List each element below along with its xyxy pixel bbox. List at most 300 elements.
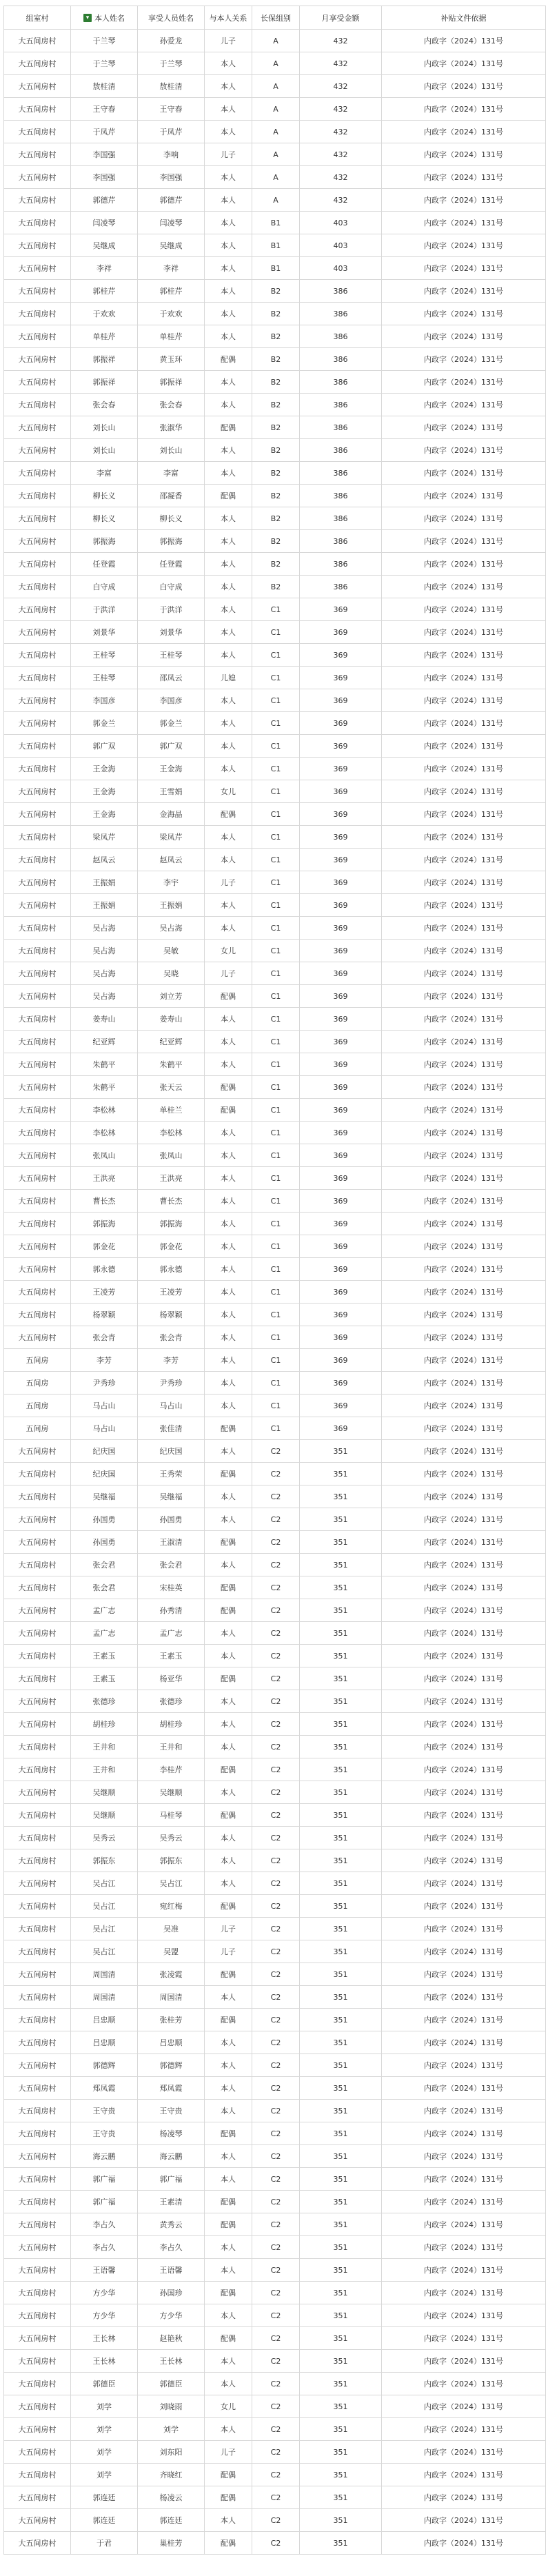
cell-beneficiary[interactable]: 郭广双 bbox=[138, 735, 205, 758]
cell-amount[interactable]: 351 bbox=[300, 2304, 382, 2327]
cell-relation[interactable]: 本人 bbox=[205, 917, 252, 940]
cell-relation[interactable]: 本人 bbox=[205, 1372, 252, 1395]
cell-amount[interactable]: 351 bbox=[300, 1554, 382, 1576]
cell-village[interactable]: 大五间房村 bbox=[4, 1986, 71, 2009]
cell-name[interactable]: 孙国勇 bbox=[71, 1531, 138, 1554]
cell-village[interactable]: 大五间房村 bbox=[4, 553, 71, 576]
cell-amount[interactable]: 369 bbox=[300, 1326, 382, 1349]
cell-group[interactable]: C2 bbox=[252, 1827, 300, 1849]
cell-basis[interactable]: 内政字（2024）131号 bbox=[382, 257, 546, 280]
cell-relation[interactable]: 本人 bbox=[205, 1008, 252, 1031]
cell-basis[interactable]: 内政字（2024）131号 bbox=[382, 667, 546, 689]
cell-basis[interactable]: 内政字（2024）131号 bbox=[382, 1918, 546, 1940]
cell-amount[interactable]: 369 bbox=[300, 1122, 382, 1144]
cell-amount[interactable]: 386 bbox=[300, 485, 382, 507]
cell-group[interactable]: B1 bbox=[252, 212, 300, 234]
cell-amount[interactable]: 369 bbox=[300, 894, 382, 917]
cell-relation[interactable]: 本人 bbox=[205, 1144, 252, 1167]
cell-group[interactable]: C1 bbox=[252, 1395, 300, 1417]
cell-amount[interactable]: 351 bbox=[300, 2100, 382, 2122]
cell-group[interactable]: C2 bbox=[252, 2100, 300, 2122]
cell-group[interactable]: C2 bbox=[252, 2031, 300, 2054]
cell-name[interactable]: 朱鹤平 bbox=[71, 1053, 138, 1076]
cell-beneficiary[interactable]: 姜寿山 bbox=[138, 1008, 205, 1031]
cell-relation[interactable]: 配偶 bbox=[205, 1531, 252, 1554]
cell-beneficiary[interactable]: 杨凌云 bbox=[138, 2486, 205, 2509]
cell-name[interactable]: 于兰琴 bbox=[71, 30, 138, 52]
cell-beneficiary[interactable]: 张天云 bbox=[138, 1076, 205, 1099]
cell-village[interactable]: 大五间房村 bbox=[4, 1008, 71, 1031]
cell-amount[interactable]: 351 bbox=[300, 2350, 382, 2373]
cell-relation[interactable]: 本人 bbox=[205, 758, 252, 780]
cell-name[interactable]: 王井和 bbox=[71, 1736, 138, 1758]
cell-village[interactable]: 大五间房村 bbox=[4, 1053, 71, 1076]
cell-name[interactable]: 姜寿山 bbox=[71, 1008, 138, 1031]
cell-village[interactable]: 大五间房村 bbox=[4, 2418, 71, 2441]
cell-amount[interactable]: 369 bbox=[300, 621, 382, 644]
cell-village[interactable]: 大五间房村 bbox=[4, 1440, 71, 1463]
cell-group[interactable]: C2 bbox=[252, 2054, 300, 2077]
cell-beneficiary[interactable]: 周国清 bbox=[138, 1986, 205, 2009]
cell-name[interactable]: 李国彦 bbox=[71, 689, 138, 712]
cell-village[interactable]: 大五间房村 bbox=[4, 667, 71, 689]
cell-beneficiary[interactable]: 郭振海 bbox=[138, 530, 205, 553]
cell-village[interactable]: 大五间房村 bbox=[4, 257, 71, 280]
filter-dropdown-icon[interactable]: ▾ bbox=[83, 14, 92, 22]
cell-name[interactable]: 王金海 bbox=[71, 780, 138, 803]
cell-relation[interactable]: 配偶 bbox=[205, 2464, 252, 2486]
cell-village[interactable]: 大五间房村 bbox=[4, 962, 71, 985]
cell-beneficiary[interactable]: 刘长山 bbox=[138, 439, 205, 462]
cell-relation[interactable]: 配偶 bbox=[205, 1895, 252, 1918]
cell-beneficiary[interactable]: 齐晓红 bbox=[138, 2464, 205, 2486]
cell-name[interactable]: 刘长山 bbox=[71, 439, 138, 462]
cell-amount[interactable]: 351 bbox=[300, 1576, 382, 1599]
cell-relation[interactable]: 配偶 bbox=[205, 1463, 252, 1485]
cell-group[interactable]: C1 bbox=[252, 1326, 300, 1349]
cell-beneficiary[interactable]: 于洪洋 bbox=[138, 598, 205, 621]
cell-village[interactable]: 大五间房村 bbox=[4, 2213, 71, 2236]
cell-name[interactable]: 张德珍 bbox=[71, 1690, 138, 1713]
cell-basis[interactable]: 内政字（2024）131号 bbox=[382, 849, 546, 871]
cell-group[interactable]: A bbox=[252, 143, 300, 166]
cell-beneficiary[interactable]: 宋桂英 bbox=[138, 1576, 205, 1599]
cell-group[interactable]: C2 bbox=[252, 1576, 300, 1599]
cell-basis[interactable]: 内政字（2024）131号 bbox=[382, 234, 546, 257]
cell-village[interactable]: 大五间房村 bbox=[4, 1485, 71, 1508]
cell-name[interactable]: 纪庆国 bbox=[71, 1463, 138, 1485]
cell-relation[interactable]: 本人 bbox=[205, 621, 252, 644]
cell-basis[interactable]: 内政字（2024）131号 bbox=[382, 1440, 546, 1463]
cell-village[interactable]: 大五间房村 bbox=[4, 1872, 71, 1895]
cell-name[interactable]: 郭连廷 bbox=[71, 2509, 138, 2532]
cell-name[interactable]: 郭振祥 bbox=[71, 371, 138, 394]
cell-basis[interactable]: 内政字（2024）131号 bbox=[382, 75, 546, 98]
cell-relation[interactable]: 配偶 bbox=[205, 1758, 252, 1781]
cell-beneficiary[interactable]: 马桂琴 bbox=[138, 1804, 205, 1827]
cell-basis[interactable]: 内政字（2024）131号 bbox=[382, 212, 546, 234]
cell-amount[interactable]: 369 bbox=[300, 667, 382, 689]
cell-village[interactable]: 大五间房村 bbox=[4, 2509, 71, 2532]
cell-village[interactable]: 大五间房村 bbox=[4, 621, 71, 644]
cell-basis[interactable]: 内政字（2024）131号 bbox=[382, 166, 546, 189]
cell-beneficiary[interactable]: 王素玉 bbox=[138, 1645, 205, 1667]
cell-basis[interactable]: 内政字（2024）131号 bbox=[382, 985, 546, 1008]
cell-name[interactable]: 李国强 bbox=[71, 143, 138, 166]
cell-beneficiary[interactable]: 巢桂芳 bbox=[138, 2532, 205, 2555]
cell-relation[interactable]: 本人 bbox=[205, 598, 252, 621]
cell-village[interactable]: 大五间房村 bbox=[4, 2373, 71, 2395]
cell-basis[interactable]: 内政字（2024）131号 bbox=[382, 303, 546, 325]
cell-beneficiary[interactable]: 海云鹏 bbox=[138, 2145, 205, 2168]
cell-basis[interactable]: 内政字（2024）131号 bbox=[382, 1167, 546, 1190]
cell-group[interactable]: C1 bbox=[252, 1144, 300, 1167]
cell-village[interactable]: 大五间房村 bbox=[4, 1076, 71, 1099]
cell-relation[interactable]: 本人 bbox=[205, 394, 252, 416]
cell-village[interactable]: 大五间房村 bbox=[4, 1554, 71, 1576]
cell-relation[interactable]: 配偶 bbox=[205, 2282, 252, 2304]
cell-group[interactable]: C2 bbox=[252, 1872, 300, 1895]
cell-village[interactable]: 大五间房村 bbox=[4, 1304, 71, 1326]
cell-beneficiary[interactable]: 张德珍 bbox=[138, 1690, 205, 1713]
cell-name[interactable]: 朱鹤平 bbox=[71, 1076, 138, 1099]
cell-name[interactable]: 敖桂清 bbox=[71, 75, 138, 98]
cell-name[interactable]: 王井和 bbox=[71, 1758, 138, 1781]
cell-name[interactable]: 马占山 bbox=[71, 1417, 138, 1440]
cell-name[interactable]: 孟广志 bbox=[71, 1622, 138, 1645]
cell-name[interactable]: 王守春 bbox=[71, 98, 138, 121]
cell-basis[interactable]: 内政字（2024）131号 bbox=[382, 1667, 546, 1690]
header-basis[interactable] bbox=[382, 6, 546, 30]
cell-basis[interactable]: 内政字（2024）131号 bbox=[382, 1599, 546, 1622]
cell-beneficiary[interactable]: 吴继顺 bbox=[138, 1781, 205, 1804]
cell-village[interactable]: 大五间房村 bbox=[4, 507, 71, 530]
cell-relation[interactable]: 本人 bbox=[205, 1190, 252, 1213]
cell-group[interactable]: B2 bbox=[252, 439, 300, 462]
cell-amount[interactable]: 369 bbox=[300, 735, 382, 758]
cell-village[interactable]: 大五间房村 bbox=[4, 917, 71, 940]
cell-beneficiary[interactable]: 王守春 bbox=[138, 98, 205, 121]
cell-beneficiary[interactable]: 郭振海 bbox=[138, 1213, 205, 1235]
cell-basis[interactable]: 内政字（2024）131号 bbox=[382, 621, 546, 644]
cell-basis[interactable]: 内政字（2024）131号 bbox=[382, 644, 546, 667]
cell-relation[interactable]: 本人 bbox=[205, 1827, 252, 1849]
cell-village[interactable]: 大五间房村 bbox=[4, 780, 71, 803]
cell-basis[interactable]: 内政字（2024）131号 bbox=[382, 2441, 546, 2464]
cell-group[interactable]: C2 bbox=[252, 1940, 300, 1963]
cell-village[interactable]: 大五间房村 bbox=[4, 1531, 71, 1554]
cell-group[interactable]: C2 bbox=[252, 2464, 300, 2486]
cell-basis[interactable]: 内政字（2024）131号 bbox=[382, 1872, 546, 1895]
cell-basis[interactable]: 内政字（2024）131号 bbox=[382, 439, 546, 462]
cell-beneficiary[interactable]: 张凤山 bbox=[138, 1144, 205, 1167]
cell-amount[interactable]: 351 bbox=[300, 1508, 382, 1531]
cell-relation[interactable]: 本人 bbox=[205, 1326, 252, 1349]
cell-amount[interactable]: 351 bbox=[300, 2532, 382, 2555]
cell-beneficiary[interactable]: 吴占江 bbox=[138, 1872, 205, 1895]
cell-relation[interactable]: 本人 bbox=[205, 576, 252, 598]
cell-group[interactable]: C2 bbox=[252, 2145, 300, 2168]
cell-group[interactable]: B2 bbox=[252, 576, 300, 598]
cell-basis[interactable]: 内政字（2024）131号 bbox=[382, 2282, 546, 2304]
cell-relation[interactable]: 本人 bbox=[205, 75, 252, 98]
cell-group[interactable]: C1 bbox=[252, 803, 300, 826]
cell-beneficiary[interactable]: 郭广福 bbox=[138, 2168, 205, 2191]
cell-group[interactable]: C2 bbox=[252, 2236, 300, 2259]
cell-group[interactable]: B2 bbox=[252, 530, 300, 553]
cell-group[interactable]: C1 bbox=[252, 758, 300, 780]
cell-beneficiary[interactable]: 张桂芳 bbox=[138, 2009, 205, 2031]
cell-group[interactable]: C1 bbox=[252, 1167, 300, 1190]
cell-name[interactable]: 吴占江 bbox=[71, 1940, 138, 1963]
cell-beneficiary[interactable]: 孙爱龙 bbox=[138, 30, 205, 52]
cell-group[interactable]: C2 bbox=[252, 1804, 300, 1827]
cell-group[interactable]: C1 bbox=[252, 1235, 300, 1258]
cell-name[interactable]: 郭广福 bbox=[71, 2191, 138, 2213]
cell-relation[interactable]: 本人 bbox=[205, 2145, 252, 2168]
cell-basis[interactable]: 内政字（2024）131号 bbox=[382, 1576, 546, 1599]
cell-beneficiary[interactable]: 柳长义 bbox=[138, 507, 205, 530]
cell-relation[interactable]: 本人 bbox=[205, 1122, 252, 1144]
cell-relation[interactable]: 儿媳 bbox=[205, 667, 252, 689]
cell-beneficiary[interactable]: 纪庆国 bbox=[138, 1440, 205, 1463]
cell-village[interactable]: 大五间房村 bbox=[4, 1849, 71, 1872]
cell-village[interactable]: 大五间房村 bbox=[4, 2009, 71, 2031]
cell-relation[interactable]: 儿子 bbox=[205, 1918, 252, 1940]
cell-basis[interactable]: 内政字（2024）131号 bbox=[382, 1736, 546, 1758]
cell-name[interactable]: 吴继顺 bbox=[71, 1804, 138, 1827]
cell-group[interactable]: C1 bbox=[252, 917, 300, 940]
cell-village[interactable]: 大五间房村 bbox=[4, 1622, 71, 1645]
cell-amount[interactable]: 351 bbox=[300, 2122, 382, 2145]
cell-name[interactable]: 郭金兰 bbox=[71, 712, 138, 735]
cell-basis[interactable]: 内政字（2024）131号 bbox=[382, 826, 546, 849]
cell-amount[interactable]: 369 bbox=[300, 1076, 382, 1099]
cell-village[interactable]: 大五间房村 bbox=[4, 121, 71, 143]
cell-basis[interactable]: 内政字（2024）131号 bbox=[382, 2077, 546, 2100]
cell-relation[interactable]: 本人 bbox=[205, 894, 252, 917]
cell-basis[interactable]: 内政字（2024）131号 bbox=[382, 1485, 546, 1508]
cell-amount[interactable]: 351 bbox=[300, 2009, 382, 2031]
cell-group[interactable]: B2 bbox=[252, 303, 300, 325]
cell-amount[interactable]: 369 bbox=[300, 1258, 382, 1281]
cell-village[interactable]: 大五间房村 bbox=[4, 1736, 71, 1758]
cell-group[interactable]: C1 bbox=[252, 1349, 300, 1372]
cell-beneficiary[interactable]: 王振娟 bbox=[138, 894, 205, 917]
cell-basis[interactable]: 内政字（2024）131号 bbox=[382, 1895, 546, 1918]
cell-basis[interactable]: 内政字（2024）131号 bbox=[382, 2100, 546, 2122]
cell-name[interactable]: 张会君 bbox=[71, 1554, 138, 1576]
cell-relation[interactable]: 配偶 bbox=[205, 2191, 252, 2213]
cell-basis[interactable]: 内政字（2024）131号 bbox=[382, 2327, 546, 2350]
cell-amount[interactable]: 369 bbox=[300, 849, 382, 871]
cell-village[interactable]: 大五间房村 bbox=[4, 143, 71, 166]
cell-group[interactable]: A bbox=[252, 75, 300, 98]
cell-name[interactable]: 王振娟 bbox=[71, 894, 138, 917]
cell-amount[interactable]: 403 bbox=[300, 212, 382, 234]
cell-basis[interactable]: 内政字（2024）131号 bbox=[382, 576, 546, 598]
cell-relation[interactable]: 本人 bbox=[205, 712, 252, 735]
cell-beneficiary[interactable]: 吕忠顺 bbox=[138, 2031, 205, 2054]
cell-basis[interactable]: 内政字（2024）131号 bbox=[382, 2532, 546, 2555]
cell-relation[interactable]: 本人 bbox=[205, 325, 252, 348]
cell-village[interactable]: 大五间房村 bbox=[4, 1758, 71, 1781]
cell-village[interactable]: 大五间房村 bbox=[4, 689, 71, 712]
cell-village[interactable]: 大五间房村 bbox=[4, 576, 71, 598]
cell-village[interactable]: 大五间房村 bbox=[4, 394, 71, 416]
cell-village[interactable]: 大五间房村 bbox=[4, 1144, 71, 1167]
cell-village[interactable]: 大五间房村 bbox=[4, 803, 71, 826]
cell-beneficiary[interactable]: 郭金花 bbox=[138, 1235, 205, 1258]
cell-name[interactable]: 王金海 bbox=[71, 803, 138, 826]
cell-beneficiary[interactable]: 刘景华 bbox=[138, 621, 205, 644]
cell-basis[interactable]: 内政字（2024）131号 bbox=[382, 30, 546, 52]
cell-name[interactable]: 李富 bbox=[71, 462, 138, 485]
cell-name[interactable]: 刘学 bbox=[71, 2418, 138, 2441]
cell-amount[interactable]: 369 bbox=[300, 1395, 382, 1417]
cell-beneficiary[interactable]: 宛红梅 bbox=[138, 1895, 205, 1918]
cell-amount[interactable]: 351 bbox=[300, 1667, 382, 1690]
cell-group[interactable]: C1 bbox=[252, 667, 300, 689]
cell-amount[interactable]: 351 bbox=[300, 1622, 382, 1645]
cell-village[interactable]: 五间房 bbox=[4, 1395, 71, 1417]
cell-village[interactable]: 大五间房村 bbox=[4, 1827, 71, 1849]
cell-amount[interactable]: 386 bbox=[300, 325, 382, 348]
cell-relation[interactable]: 配偶 bbox=[205, 1417, 252, 1440]
cell-beneficiary[interactable]: 曹长杰 bbox=[138, 1190, 205, 1213]
cell-relation[interactable]: 本人 bbox=[205, 98, 252, 121]
cell-name[interactable]: 于君 bbox=[71, 2532, 138, 2555]
cell-basis[interactable]: 内政字（2024）131号 bbox=[382, 871, 546, 894]
cell-name[interactable]: 吴占江 bbox=[71, 1918, 138, 1940]
cell-name[interactable]: 柳长义 bbox=[71, 507, 138, 530]
cell-relation[interactable]: 配偶 bbox=[205, 2122, 252, 2145]
cell-relation[interactable]: 本人 bbox=[205, 166, 252, 189]
cell-name[interactable]: 李占久 bbox=[71, 2236, 138, 2259]
cell-amount[interactable]: 351 bbox=[300, 1713, 382, 1736]
cell-relation[interactable]: 本人 bbox=[205, 2418, 252, 2441]
cell-beneficiary[interactable]: 张会青 bbox=[138, 1326, 205, 1349]
cell-name[interactable]: 王长林 bbox=[71, 2327, 138, 2350]
cell-group[interactable]: C1 bbox=[252, 826, 300, 849]
cell-name[interactable]: 王长林 bbox=[71, 2350, 138, 2373]
cell-relation[interactable]: 配偶 bbox=[205, 1599, 252, 1622]
cell-basis[interactable]: 内政字（2024）131号 bbox=[382, 507, 546, 530]
cell-amount[interactable]: 351 bbox=[300, 2327, 382, 2350]
cell-amount[interactable]: 351 bbox=[300, 2145, 382, 2168]
cell-village[interactable]: 大五间房村 bbox=[4, 371, 71, 394]
cell-amount[interactable]: 351 bbox=[300, 1963, 382, 1986]
cell-beneficiary[interactable]: 王凌芳 bbox=[138, 1281, 205, 1304]
cell-village[interactable]: 大五间房村 bbox=[4, 1781, 71, 1804]
cell-basis[interactable]: 内政字（2024）131号 bbox=[382, 1713, 546, 1736]
cell-beneficiary[interactable]: 李占久 bbox=[138, 2236, 205, 2259]
cell-amount[interactable]: 351 bbox=[300, 1827, 382, 1849]
cell-village[interactable]: 大五间房村 bbox=[4, 1940, 71, 1963]
cell-relation[interactable]: 本人 bbox=[205, 212, 252, 234]
cell-beneficiary[interactable]: 赵凤云 bbox=[138, 849, 205, 871]
cell-beneficiary[interactable]: 张会春 bbox=[138, 394, 205, 416]
cell-group[interactable]: C1 bbox=[252, 1417, 300, 1440]
cell-amount[interactable]: 369 bbox=[300, 1235, 382, 1258]
cell-relation[interactable]: 本人 bbox=[205, 689, 252, 712]
cell-name[interactable]: 王洪亮 bbox=[71, 1167, 138, 1190]
cell-basis[interactable]: 内政字（2024）131号 bbox=[382, 1804, 546, 1827]
cell-basis[interactable]: 内政字（2024）131号 bbox=[382, 1463, 546, 1485]
cell-relation[interactable]: 本人 bbox=[205, 507, 252, 530]
cell-relation[interactable]: 本人 bbox=[205, 2236, 252, 2259]
cell-basis[interactable]: 内政字（2024）131号 bbox=[382, 2395, 546, 2418]
cell-relation[interactable]: 本人 bbox=[205, 52, 252, 75]
cell-name[interactable]: 张凤山 bbox=[71, 1144, 138, 1167]
cell-relation[interactable]: 配偶 bbox=[205, 1099, 252, 1122]
cell-village[interactable]: 大五间房村 bbox=[4, 2464, 71, 2486]
cell-basis[interactable]: 内政字（2024）131号 bbox=[382, 1122, 546, 1144]
cell-beneficiary[interactable]: 于凤芹 bbox=[138, 121, 205, 143]
cell-amount[interactable]: 386 bbox=[300, 553, 382, 576]
cell-beneficiary[interactable]: 李响 bbox=[138, 143, 205, 166]
cell-relation[interactable]: 本人 bbox=[205, 1690, 252, 1713]
cell-village[interactable]: 大五间房村 bbox=[4, 2395, 71, 2418]
cell-relation[interactable]: 配偶 bbox=[205, 2327, 252, 2350]
cell-group[interactable]: A bbox=[252, 30, 300, 52]
cell-relation[interactable]: 本人 bbox=[205, 1349, 252, 1372]
cell-beneficiary[interactable]: 邵凝香 bbox=[138, 485, 205, 507]
cell-beneficiary[interactable]: 朱鹤平 bbox=[138, 1053, 205, 1076]
cell-village[interactable]: 大五间房村 bbox=[4, 325, 71, 348]
cell-beneficiary[interactable]: 王长林 bbox=[138, 2350, 205, 2373]
cell-basis[interactable]: 内政字（2024）131号 bbox=[382, 1281, 546, 1304]
cell-group[interactable]: C2 bbox=[252, 2191, 300, 2213]
cell-relation[interactable]: 本人 bbox=[205, 553, 252, 576]
cell-beneficiary[interactable]: 刘立芳 bbox=[138, 985, 205, 1008]
cell-beneficiary[interactable]: 孟广志 bbox=[138, 1622, 205, 1645]
cell-group[interactable]: C1 bbox=[252, 1122, 300, 1144]
cell-beneficiary[interactable]: 张佳清 bbox=[138, 1417, 205, 1440]
cell-group[interactable]: C1 bbox=[252, 1258, 300, 1281]
header-group[interactable] bbox=[252, 6, 300, 30]
cell-amount[interactable]: 351 bbox=[300, 2054, 382, 2077]
cell-beneficiary[interactable]: 王井和 bbox=[138, 1736, 205, 1758]
cell-group[interactable]: C2 bbox=[252, 1531, 300, 1554]
cell-beneficiary[interactable]: 吴晓 bbox=[138, 962, 205, 985]
cell-village[interactable]: 大五间房村 bbox=[4, 758, 71, 780]
cell-village[interactable]: 大五间房村 bbox=[4, 871, 71, 894]
cell-beneficiary[interactable]: 赵艳秋 bbox=[138, 2327, 205, 2350]
cell-basis[interactable]: 内政字（2024）131号 bbox=[382, 803, 546, 826]
cell-name[interactable]: 赵凤云 bbox=[71, 849, 138, 871]
cell-relation[interactable]: 本人 bbox=[205, 2031, 252, 2054]
cell-name[interactable]: 张会春 bbox=[71, 394, 138, 416]
cell-village[interactable]: 大五间房村 bbox=[4, 2122, 71, 2145]
cell-relation[interactable]: 本人 bbox=[205, 1304, 252, 1326]
cell-group[interactable]: C2 bbox=[252, 1963, 300, 1986]
cell-group[interactable]: C2 bbox=[252, 1599, 300, 1622]
cell-basis[interactable]: 内政字（2024）131号 bbox=[382, 1349, 546, 1372]
cell-amount[interactable]: 351 bbox=[300, 1599, 382, 1622]
cell-relation[interactable]: 本人 bbox=[205, 2509, 252, 2532]
cell-beneficiary[interactable]: 于兰琴 bbox=[138, 52, 205, 75]
cell-basis[interactable]: 内政字（2024）131号 bbox=[382, 1963, 546, 1986]
cell-village[interactable]: 大五间房村 bbox=[4, 1690, 71, 1713]
cell-name[interactable]: 吕忠顺 bbox=[71, 2031, 138, 2054]
cell-amount[interactable]: 351 bbox=[300, 1918, 382, 1940]
cell-village[interactable]: 大五间房村 bbox=[4, 1463, 71, 1485]
cell-name[interactable]: 吴占海 bbox=[71, 985, 138, 1008]
cell-name[interactable]: 李国强 bbox=[71, 166, 138, 189]
cell-beneficiary[interactable]: 单桂芹 bbox=[138, 325, 205, 348]
cell-group[interactable]: B2 bbox=[252, 348, 300, 371]
